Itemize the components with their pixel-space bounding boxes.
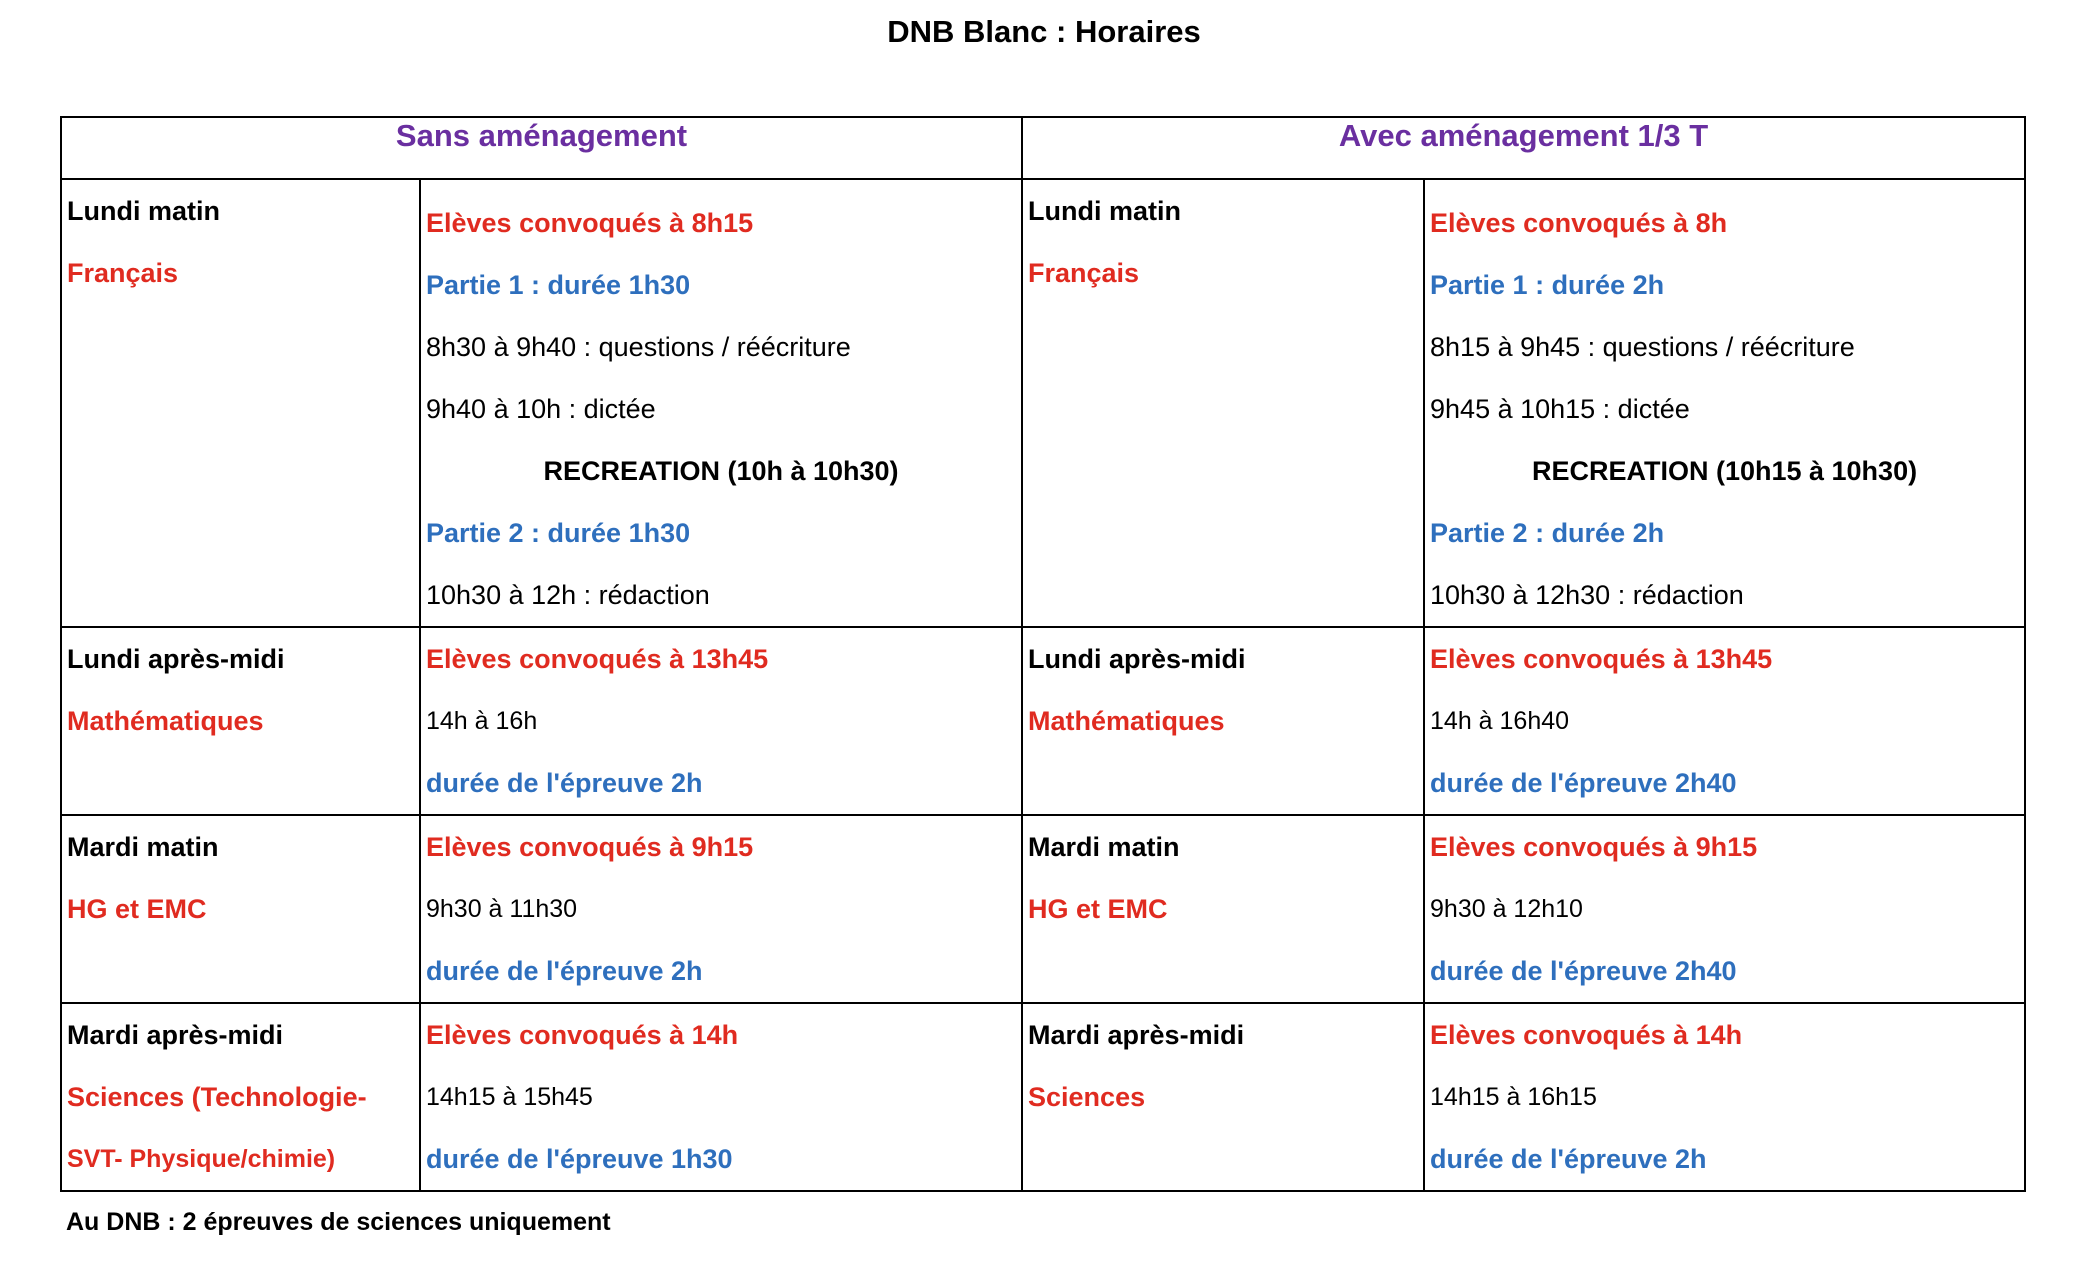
header-row [61, 117, 2025, 179]
table-row [61, 627, 2025, 815]
convocation-line: Elèves convoqués à 14h [1430, 1020, 1743, 1050]
table-row [61, 179, 2025, 627]
subject-label: Français [67, 258, 179, 288]
time-line: 9h45 à 10h15 : dictée [1430, 394, 1690, 424]
footnote: Au DNB : 2 épreuves de sciences uniquement [66, 1208, 611, 1236]
time-line: 8h30 à 9h40 : questions / réécriture [426, 332, 851, 362]
day-label: Mardi matin [1028, 832, 1180, 862]
day-label: Lundi matin [1028, 196, 1181, 226]
time-line: 8h15 à 9h45 : questions / réécriture [1430, 332, 1855, 362]
subject-label: Mathématiques [67, 706, 264, 736]
day-cell [61, 179, 420, 627]
day-cell [1022, 179, 1424, 627]
convocation-line: Elèves convoqués à 8h15 [426, 208, 754, 238]
day-label: Mardi matin [67, 832, 219, 862]
header-sans: Sans aménagement [61, 117, 1022, 179]
schedule-cell [420, 815, 1022, 1003]
schedule-cell [1424, 179, 2025, 627]
duration-line: durée de l'épreuve 2h [426, 768, 703, 798]
day-cell [1022, 815, 1424, 1003]
subject-label: Sciences [1028, 1082, 1146, 1112]
day-cell [1022, 627, 1424, 815]
time-line: 9h30 à 12h10 [1430, 895, 1583, 923]
page-title: DNB Blanc : Horaires [887, 14, 1201, 49]
duration-line: durée de l'épreuve 1h30 [426, 1144, 733, 1174]
table-row [61, 1003, 2025, 1191]
day-label: Mardi après-midi [67, 1020, 284, 1050]
subject-label: Sciences (Technologie- [67, 1082, 367, 1112]
break-line: RECREATION (10h15 à 10h30) [1531, 456, 1918, 486]
subject-label: HG et EMC [67, 894, 207, 924]
time-line: 14h à 16h [426, 707, 538, 735]
schedule-cell [420, 1003, 1022, 1191]
subject-label: HG et EMC [1028, 894, 1168, 924]
time-line: 9h40 à 10h : dictée [426, 394, 656, 424]
convocation-line: Elèves convoqués à 8h [1430, 208, 1728, 238]
time-line: 9h30 à 11h30 [426, 895, 578, 923]
convocation-line: Elèves convoqués à 13h45 [1430, 644, 1773, 674]
header-avec: Avec aménagement 1/3 T [1022, 117, 2025, 179]
day-label: Lundi après-midi [1028, 644, 1246, 674]
table-row [61, 815, 2025, 1003]
time-line: 10h30 à 12h : rédaction [426, 580, 710, 610]
duration-line: durée de l'épreuve 2h [426, 956, 703, 986]
day-cell [61, 815, 420, 1003]
time-line: 14h15 à 16h15 [1430, 1083, 1597, 1111]
day-cell [61, 1003, 420, 1191]
convocation-line: Elèves convoqués à 13h45 [426, 644, 769, 674]
schedule-cell [1424, 1003, 2025, 1191]
part-line: Partie 2 : durée 2h [1430, 518, 1665, 548]
schedule-cell [420, 627, 1022, 815]
day-cell [61, 627, 420, 815]
schedule-table [60, 116, 2026, 1192]
subject-label-continued: SVT- Physique/chimie) [67, 1145, 336, 1173]
convocation-line: Elèves convoqués à 14h [426, 1020, 739, 1050]
day-label: Lundi matin [67, 196, 220, 226]
day-cell [1022, 1003, 1424, 1191]
convocation-line: Elèves convoqués à 9h15 [426, 832, 754, 862]
time-line: 10h30 à 12h30 : rédaction [1430, 580, 1744, 610]
duration-line: durée de l'épreuve 2h40 [1430, 768, 1737, 798]
subject-label: Mathématiques [1028, 706, 1225, 736]
time-line: 14h à 16h40 [1430, 707, 1570, 735]
schedule-cell [1424, 815, 2025, 1003]
part-line: Partie 2 : durée 1h30 [426, 518, 691, 548]
day-label: Lundi après-midi [67, 644, 285, 674]
part-line: Partie 1 : durée 2h [1430, 270, 1665, 300]
subject-label: Français [1028, 258, 1140, 288]
break-line: RECREATION (10h à 10h30) [543, 456, 899, 486]
schedule-cell [1424, 627, 2025, 815]
duration-line: durée de l'épreuve 2h [1430, 1144, 1707, 1174]
part-line: Partie 1 : durée 1h30 [426, 270, 691, 300]
time-line: 14h15 à 15h45 [426, 1083, 593, 1111]
schedule-cell [420, 179, 1022, 627]
duration-line: durée de l'épreuve 2h40 [1430, 956, 1737, 986]
day-label: Mardi après-midi [1028, 1020, 1245, 1050]
convocation-line: Elèves convoqués à 9h15 [1430, 832, 1758, 862]
